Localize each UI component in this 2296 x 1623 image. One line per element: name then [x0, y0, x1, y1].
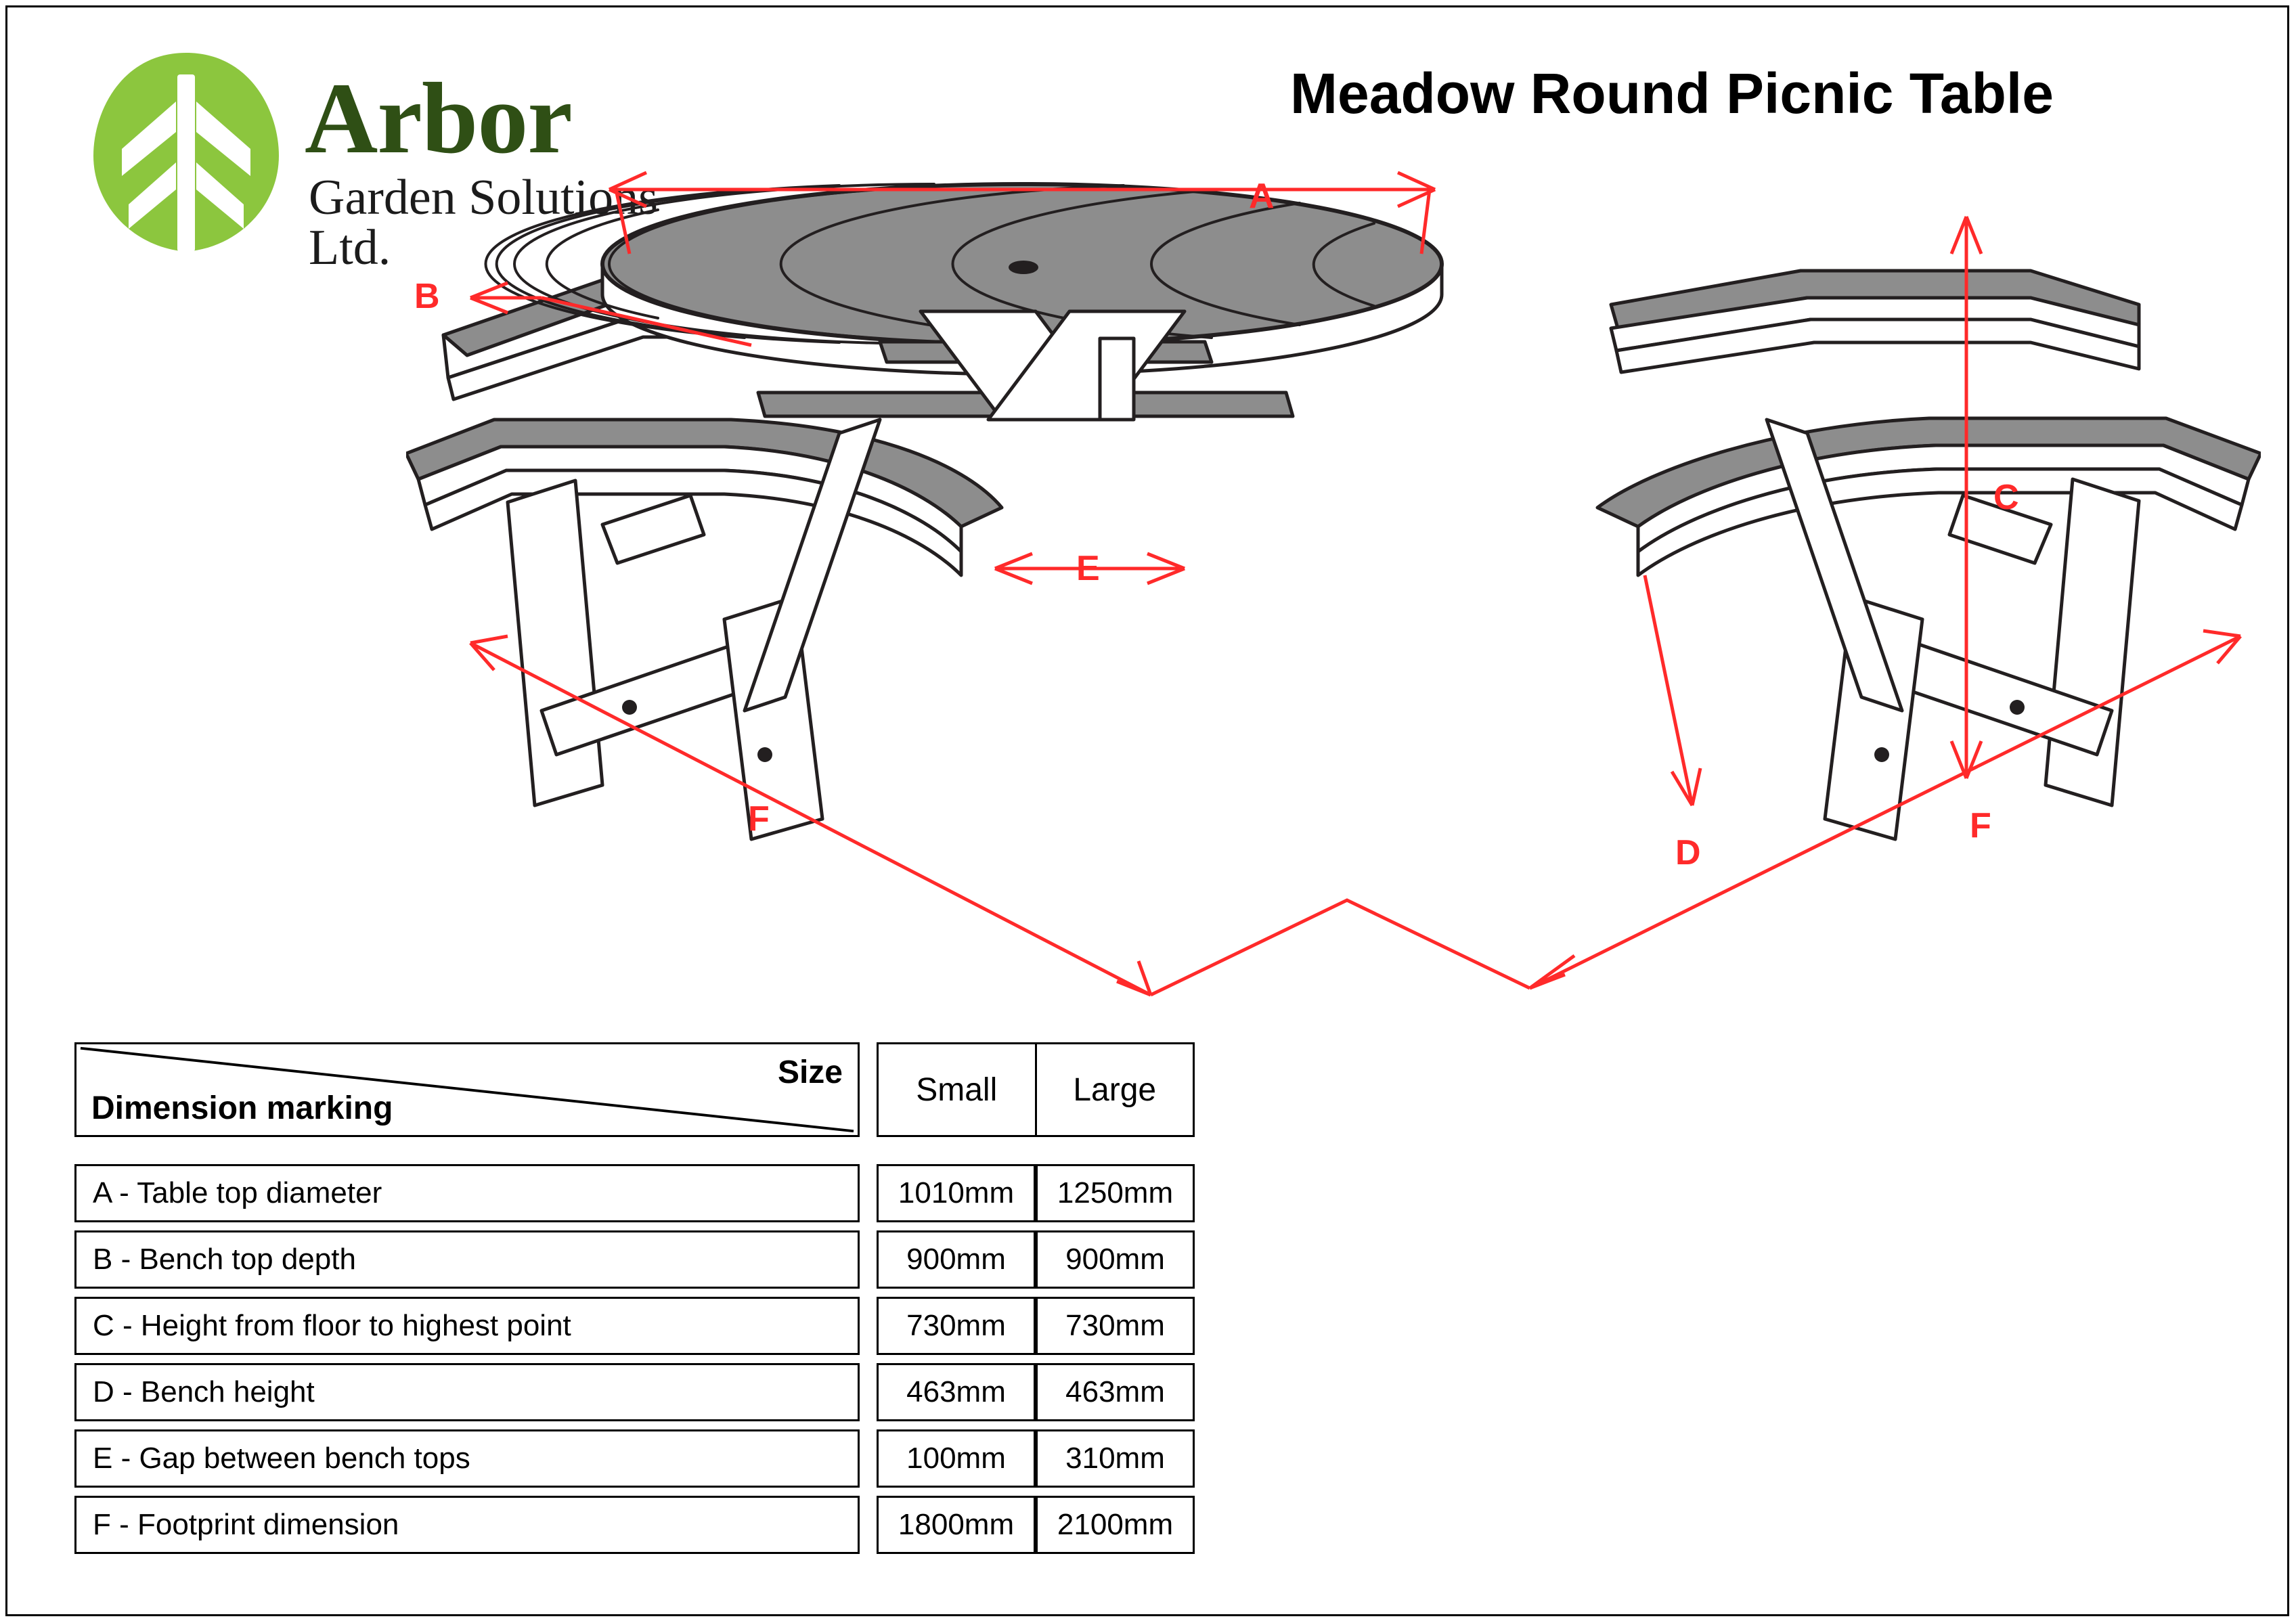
size-values-table: [877, 1042, 1195, 1562]
dim-label-f-left: F: [748, 799, 770, 839]
brand-subtitle: Garden Solutions Ltd.: [309, 170, 658, 275]
table-row: [877, 1363, 1195, 1421]
cell-small: 900mm: [877, 1230, 1036, 1289]
column-header-small: Small: [879, 1044, 1037, 1135]
size-header-label: Size: [777, 1054, 843, 1090]
table-row: [74, 1429, 860, 1488]
dim-label-c: C: [1993, 478, 2019, 517]
dim-label-a: A: [1249, 177, 1275, 216]
cell-large: 310mm: [1036, 1429, 1195, 1488]
dim-label-d: D: [1675, 833, 1701, 872]
dim-label-f-right: F: [1970, 806, 1991, 845]
cell-large: 900mm: [1036, 1230, 1195, 1289]
cell-small: 1800mm: [877, 1496, 1036, 1554]
row-marking: A - Table top diameter: [74, 1164, 860, 1222]
row-marking: B - Bench top depth: [74, 1230, 860, 1289]
row-marking: C - Height from floor to highest point: [74, 1297, 860, 1355]
table-row: [877, 1297, 1195, 1355]
table-row: [74, 1363, 860, 1421]
page-title: Meadow Round Picnic Table: [1290, 62, 2054, 125]
cell-large: 730mm: [1036, 1297, 1195, 1355]
picnic-table-diagram: [406, 102, 2261, 1083]
table-row: [74, 1297, 860, 1355]
cell-small: 730mm: [877, 1297, 1036, 1355]
cell-small: 463mm: [877, 1363, 1036, 1421]
table-row: [877, 1429, 1195, 1488]
table-row: [877, 1230, 1195, 1289]
brand-name: Arbor: [305, 62, 572, 175]
cell-small: 1010mm: [877, 1164, 1036, 1222]
row-marking: D - Bench height: [74, 1363, 860, 1421]
cell-large: 2100mm: [1036, 1496, 1195, 1554]
size-rows-table: [877, 1156, 1195, 1562]
cell-large: 1250mm: [1036, 1164, 1195, 1222]
table-header-right: [877, 1042, 1195, 1137]
table-row: [877, 1496, 1195, 1554]
table-header-left: [74, 1042, 860, 1137]
cell-large: 463mm: [1036, 1363, 1195, 1421]
table-row: [74, 1230, 860, 1289]
dim-label-b: B: [414, 277, 440, 316]
dim-label-e: E: [1076, 549, 1100, 588]
table-row: [74, 1496, 860, 1554]
dimension-rows-table: [74, 1156, 860, 1562]
cell-small: 100mm: [877, 1429, 1036, 1488]
dimension-marking-table: [74, 1042, 860, 1562]
row-marking: E - Gap between bench tops: [74, 1429, 860, 1488]
column-header-large: Large: [1073, 1071, 1157, 1108]
table-row: [877, 1164, 1195, 1222]
table-row: [74, 1164, 860, 1222]
dimension-header-label: Dimension marking: [91, 1090, 393, 1126]
leaf-icon: [81, 47, 291, 257]
row-marking: F - Footprint dimension: [74, 1496, 860, 1554]
